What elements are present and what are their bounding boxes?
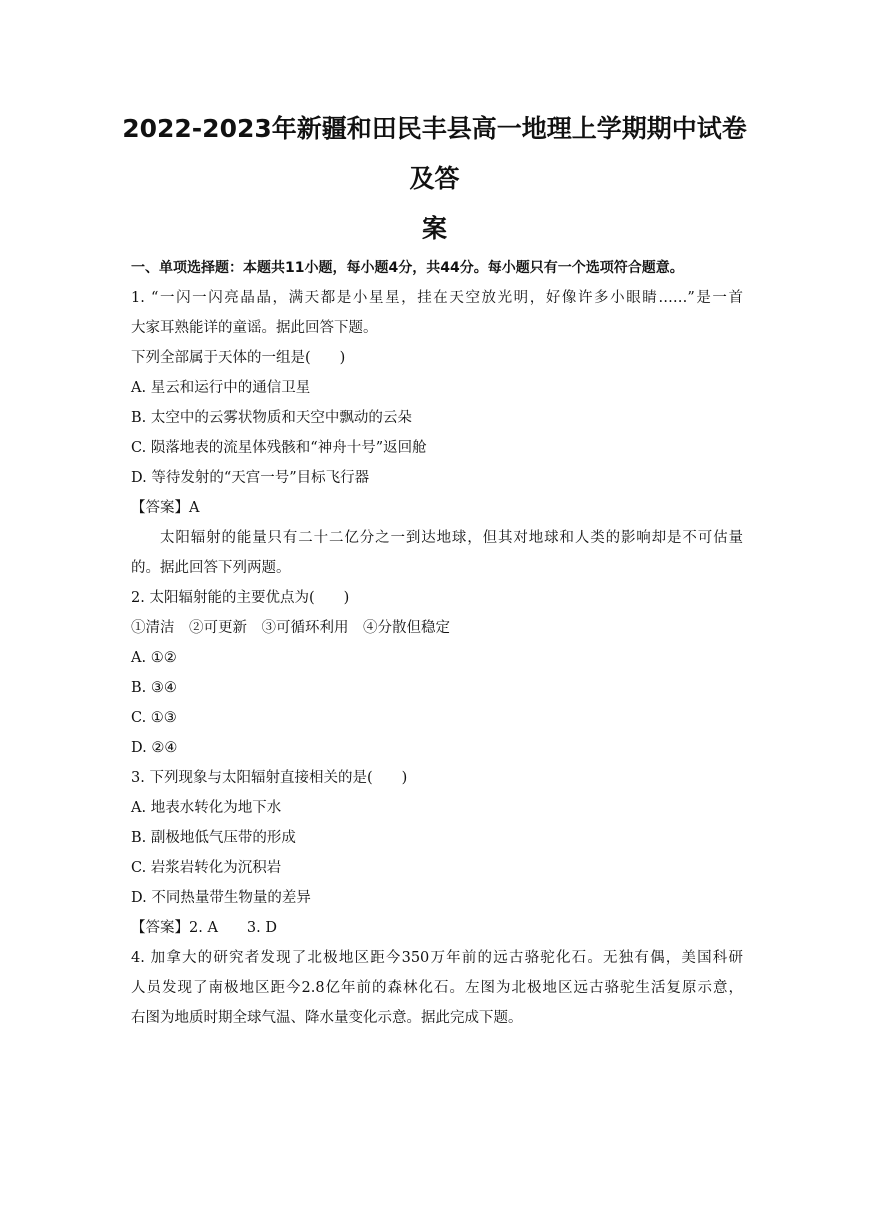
q3-option-d: D. 不同热量带生物量的差异 — [131, 890, 311, 906]
q1-option-d: D. 等待发射的“天宫一号”目标飞行器 — [131, 470, 370, 486]
q1-stem-line-2: 大家耳熟能详的童谣。据此回答下题。 — [131, 320, 378, 336]
q1-answer: 【答案】A — [131, 500, 200, 516]
title-line-1: 2022-2023年新疆和田民丰县高一地理上学期期中试卷及答 — [122, 114, 747, 193]
q3-option-a: A. 地表水转化为地下水 — [131, 800, 282, 816]
answer-2-3: 【答案】2. A 3. D — [131, 920, 277, 936]
document-body — [131, 253, 743, 1033]
q2-option-c: C. ①③ — [131, 710, 177, 726]
q2-question: 2. 太阳辐射能的主要优点为( ) — [131, 590, 350, 606]
q1-question: 下列全部属于天体的一组是( ) — [131, 350, 346, 366]
section-header: 一、单项选择题：本题共11小题，每小题4分，共44分。每小题只有一个选项符合题意。 — [131, 260, 684, 276]
document-title — [110, 104, 759, 254]
q1-option-b: B. 太空中的云雾状物质和天空中飘动的云朵 — [131, 410, 412, 426]
q3-question: 3. 下列现象与太阳辐射直接相关的是( ) — [131, 770, 408, 786]
q2-option-a: A. ①② — [131, 650, 177, 666]
passage-2-line-1: 太阳辐射的能量只有二十二亿分之一到达地球，但其对地球和人类的影响却是不可估量 — [160, 530, 743, 546]
q3-option-c: C. 岩浆岩转化为沉积岩 — [131, 860, 282, 876]
q1-stem-line-1: 1. “一闪一闪亮晶晶，满天都是小星星，挂在天空放光明，好像许多小眼睛……”是一首 — [131, 290, 743, 306]
q1-option-a: A. 星云和运行中的通信卫星 — [131, 380, 311, 396]
q4-line-2: 人员发现了南极地区距今2.8亿年前的森林化石。左图为北极地区远古骆驼生活复原示意， — [131, 980, 743, 996]
q1-option-c: C. 陨落地表的流星体残骸和“神舟十号”返回舱 — [131, 440, 427, 456]
q2-items: ①清洁 ②可更新 ③可循环利用 ④分散但稳定 — [131, 620, 450, 636]
q4-line-3: 右图为地质时期全球气温、降水量变化示意。据此完成下题。 — [131, 1010, 523, 1026]
passage-2-line-2: 的。据此回答下列两题。 — [131, 560, 291, 576]
q3-option-b: B. 副极地低气压带的形成 — [131, 830, 296, 846]
q2-option-b: B. ③④ — [131, 680, 177, 696]
q4-line-1: 4. 加拿大的研究者发现了北极地区距今350万年前的远古骆驼化石。无独有偶，美国科研 — [131, 950, 743, 966]
title-line-2: 案 — [421, 214, 447, 243]
q2-option-d: D. ②④ — [131, 740, 178, 756]
